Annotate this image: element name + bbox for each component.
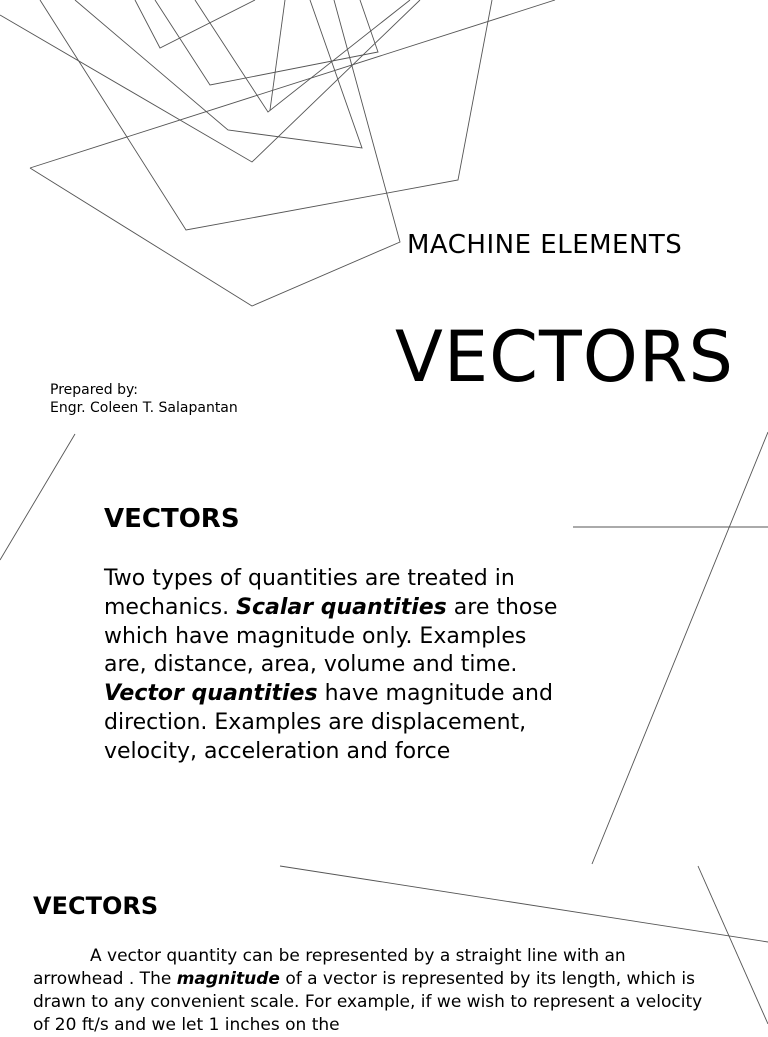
deco-polygon-4 — [0, 0, 420, 162]
slide2-heading: VECTORS — [104, 504, 240, 534]
deco-polygon-9 — [270, 0, 285, 110]
deco-line-3 — [592, 432, 768, 864]
author-name: Engr. Coleen T. Salapantan — [50, 400, 238, 416]
slide3-heading: VECTORS — [33, 892, 159, 920]
deco-polygon-2 — [30, 0, 555, 168]
slide3-text-1: A vector quantity can be represented by a straight line with an arrowhead . The — [33, 946, 626, 989]
deco-polygon-6 — [135, 0, 255, 48]
slide3-text-2: of a vector is represented by its length, which is drawn to any convenient scale. For example, if we wish to represent a velocity of 20 ft/s and we let 1 inches on the — [33, 969, 703, 1035]
deco-polygon-3 — [40, 0, 492, 230]
slide2-text-1: Two types of quantities are treated in mechanics. — [104, 566, 515, 620]
deco-polygon-1 — [30, 0, 400, 306]
magnitude-term: magnitude — [176, 969, 280, 989]
slide1-title: VECTORS — [395, 316, 734, 398]
prepared-label: Prepared by: — [50, 382, 138, 398]
slide1-subtitle: MACHINE ELEMENTS — [407, 230, 683, 260]
slide3-paragraph — [33, 945, 713, 1037]
deco-polygon-5 — [75, 0, 362, 148]
scalar-quantities-term: Scalar quantities — [236, 594, 447, 620]
slide2-text-3: have magnitude and direction. Examples are displacement, velocity, acceleration and force — [104, 681, 553, 764]
slide2-text-2: are those which have magnitude only. Examples are, distance, area, volume and time. — [104, 594, 558, 678]
prepared-by — [50, 381, 238, 417]
vector-quantities-term: Vector quantities — [104, 681, 318, 707]
deco-polygon-7 — [155, 0, 378, 85]
deco-line-4 — [280, 866, 768, 942]
deco-line-1 — [0, 434, 75, 560]
deco-polygon-8 — [195, 0, 410, 112]
slide2-paragraph — [104, 565, 564, 767]
